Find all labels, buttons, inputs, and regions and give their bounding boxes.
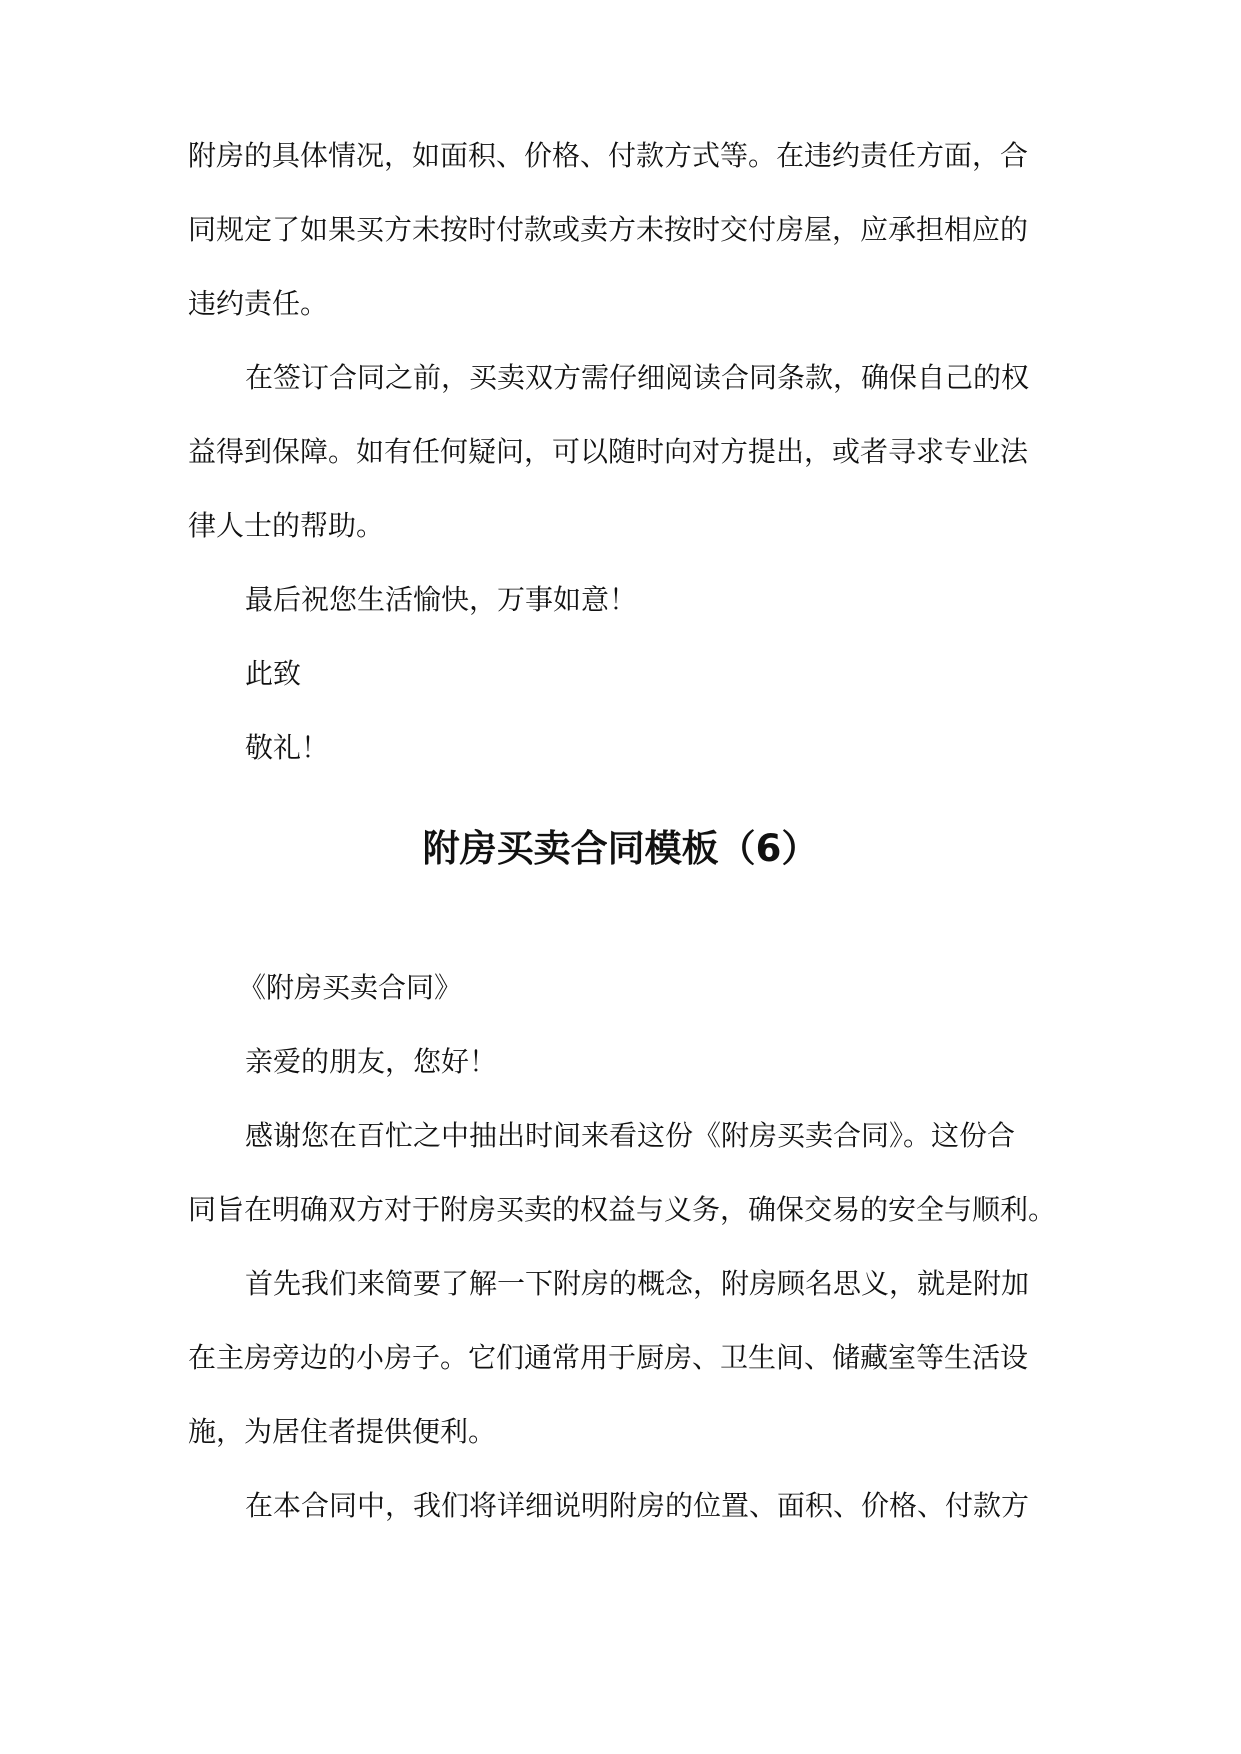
section-heading: 附房买卖合同模板（6） [422,827,819,870]
salutation-line: 敬礼！ [245,731,330,764]
paragraph-line: 同旨在明确双方对于附房买卖的权益与义务，确保交易的安全与顺利。 [188,1193,1057,1226]
paragraph-line: 同规定了如果买方未按时付款或卖方未按时交付房屋，应承担相应的 [188,213,1029,246]
paragraph-line: 施，为居住者提供便利。 [188,1415,497,1448]
greeting-line: 亲爱的朋友，您好！ [245,1045,498,1078]
paragraph-line: 益得到保障。如有任何疑问，可以随时向对方提出，或者寻求专业法 [188,435,1029,468]
paragraph-line: 附房的具体情况，如面积、价格、付款方式等。在违约责任方面，合 [188,139,1029,172]
paragraph-line: 违约责任。 [188,287,329,320]
closing-wish: 最后祝您生活愉快，万事如意！ [245,583,638,616]
paragraph-line: 首先我们来简要了解一下附房的概念，附房顾名思义，就是附加 [245,1267,1030,1300]
document-title-line: 《附房买卖合同》 [238,971,463,1004]
paragraph-line: 在签订合同之前，买卖双方需仔细阅读合同条款，确保自己的权 [245,361,1030,394]
paragraph-line: 感谢您在百忙之中抽出时间来看这份《附房买卖合同》。这份合 [245,1119,1016,1152]
paragraph-line: 在本合同中，我们将详细说明附房的位置、面积、价格、付款方 [245,1489,1030,1522]
salutation-line: 此致 [245,657,302,690]
paragraph-line: 在主房旁边的小房子。它们通常用于厨房、卫生间、储藏室等生活设 [188,1341,1029,1374]
paragraph-line: 律人士的帮助。 [188,509,385,542]
